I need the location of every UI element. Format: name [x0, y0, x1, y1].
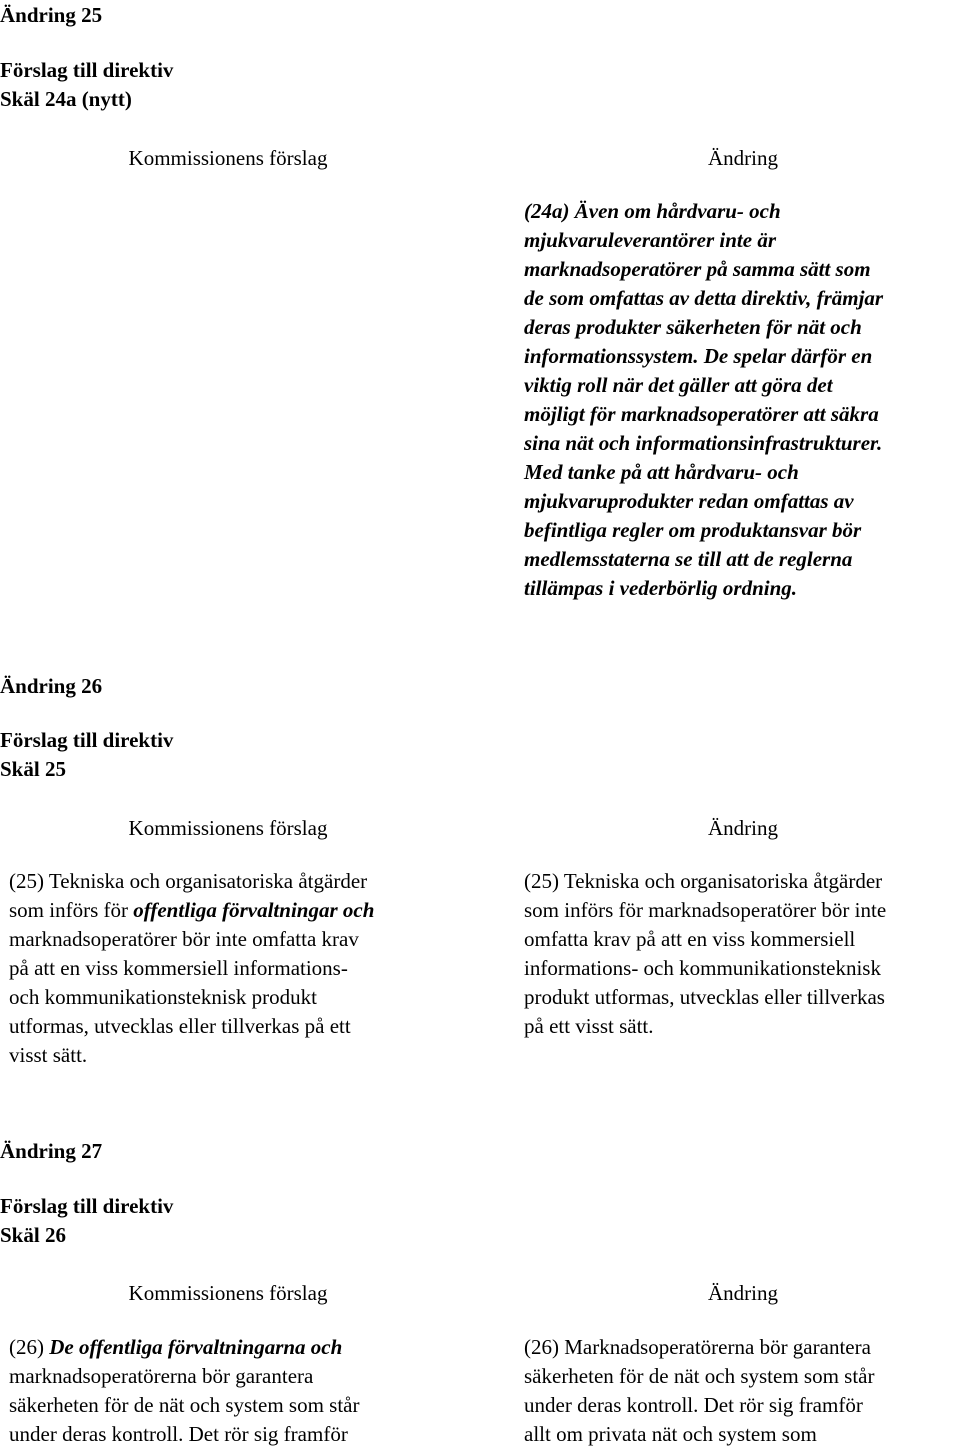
text-line: marknadsoperatörer bör inte omfatta krav [9, 927, 359, 951]
text-line: säkerheten för de nät och system som står [9, 1393, 360, 1417]
text-line: produkt utformas, utvecklas eller tillverkas [524, 985, 885, 1009]
text-line: (25) Tekniska och organisatoriska åtgärder [9, 869, 368, 893]
amendment-heading: Ändring 26 [0, 674, 103, 698]
amendment-column-label: Ändring [708, 816, 778, 840]
text-line: marknadsoperatörer på samma sätt som [524, 257, 871, 281]
recital-reference: Skäl 25 [0, 757, 66, 781]
text-line: viktig roll när det gäller att göra det [524, 373, 833, 397]
text-line: utformas, utvecklas eller tillverkas på ett [9, 1014, 351, 1038]
text-line: de som omfattas av detta direktiv, främjar [524, 286, 884, 310]
document-reference [0, 1192, 173, 1250]
text-line: och kommunikationsteknisk produkt [9, 985, 317, 1009]
commission-text [9, 867, 449, 1070]
text-line: omfatta krav på att en viss kommersiell [524, 927, 856, 951]
deleted-text: offentliga förvaltningar och [133, 898, 375, 922]
recital-reference: Skäl 26 [0, 1223, 66, 1247]
text-line: (26) De offentliga förvaltningarna och [9, 1335, 343, 1359]
amendment-text [524, 197, 960, 603]
deleted-text: De offentliga förvaltningarna och [49, 1335, 343, 1359]
amendment-text [524, 867, 960, 1041]
amendment-heading: Ändring 25 [0, 3, 103, 27]
commission-column-label: Kommissionens förslag [128, 1281, 328, 1305]
text-line: möjligt för marknadsoperatörer att säkra [524, 402, 879, 426]
text-line: på att en viss kommersiell informations- [9, 956, 348, 980]
text-line: mjukvaruleverantörer inte är [524, 228, 777, 252]
amendment-heading: Ändring 27 [0, 1139, 103, 1163]
commission-column-label: Kommissionens förslag [128, 816, 328, 840]
text-line: informationssystem. De spelar därför en [524, 344, 873, 368]
text-line: under deras kontroll. Det rör sig framför [524, 1393, 863, 1417]
text-line: visst sätt. [9, 1043, 88, 1067]
commission-text [9, 1333, 449, 1449]
text-line: (25) Tekniska och organisatoriska åtgärder [524, 869, 883, 893]
text-line: (24a) Även om hårdvaru- och [524, 199, 781, 223]
document-reference [0, 56, 173, 114]
text-line: som införs för marknadsoperatörer bör inte [524, 898, 887, 922]
text-line: under deras kontroll. Det rör sig framför [9, 1422, 348, 1446]
proposal-title: Förslag till direktiv [0, 1194, 174, 1218]
text-line: (26) Marknadsoperatörerna bör garantera [524, 1335, 871, 1359]
text-line: allt om privata nät och system som [524, 1422, 817, 1446]
recital-reference: Skäl 24a (nytt) [0, 87, 132, 111]
proposal-title: Förslag till direktiv [0, 58, 174, 82]
text-line: deras produkter säkerheten för nät och [524, 315, 862, 339]
document-reference [0, 726, 173, 784]
text-line: befintliga regler om produktansvar bör [524, 518, 862, 542]
text-line: som införs för offentliga förvaltningar och [9, 898, 375, 922]
text-line: sina nät och informationsinfrastrukturer. [524, 431, 883, 455]
text-line: säkerheten för de nät och system som står [524, 1364, 875, 1388]
text-line: marknadsoperatörerna bör garantera [9, 1364, 314, 1388]
proposal-title: Förslag till direktiv [0, 728, 174, 752]
text-line: tillämpas i vederbörlig ordning. [524, 576, 798, 600]
text-line: på ett visst sätt. [524, 1014, 654, 1038]
amendment-column-label: Ändring [708, 1281, 778, 1305]
text-line: informations- och kommunikationsteknisk [524, 956, 881, 980]
amendment-text [524, 1333, 960, 1449]
text-line: Med tanke på att hårdvaru- och [524, 460, 799, 484]
commission-column-label: Kommissionens förslag [128, 146, 328, 170]
amendment-column-label: Ändring [708, 146, 778, 170]
text-line: medlemsstaterna se till att de reglerna [524, 547, 853, 571]
text-line: mjukvaruprodukter redan omfattas av [524, 489, 854, 513]
